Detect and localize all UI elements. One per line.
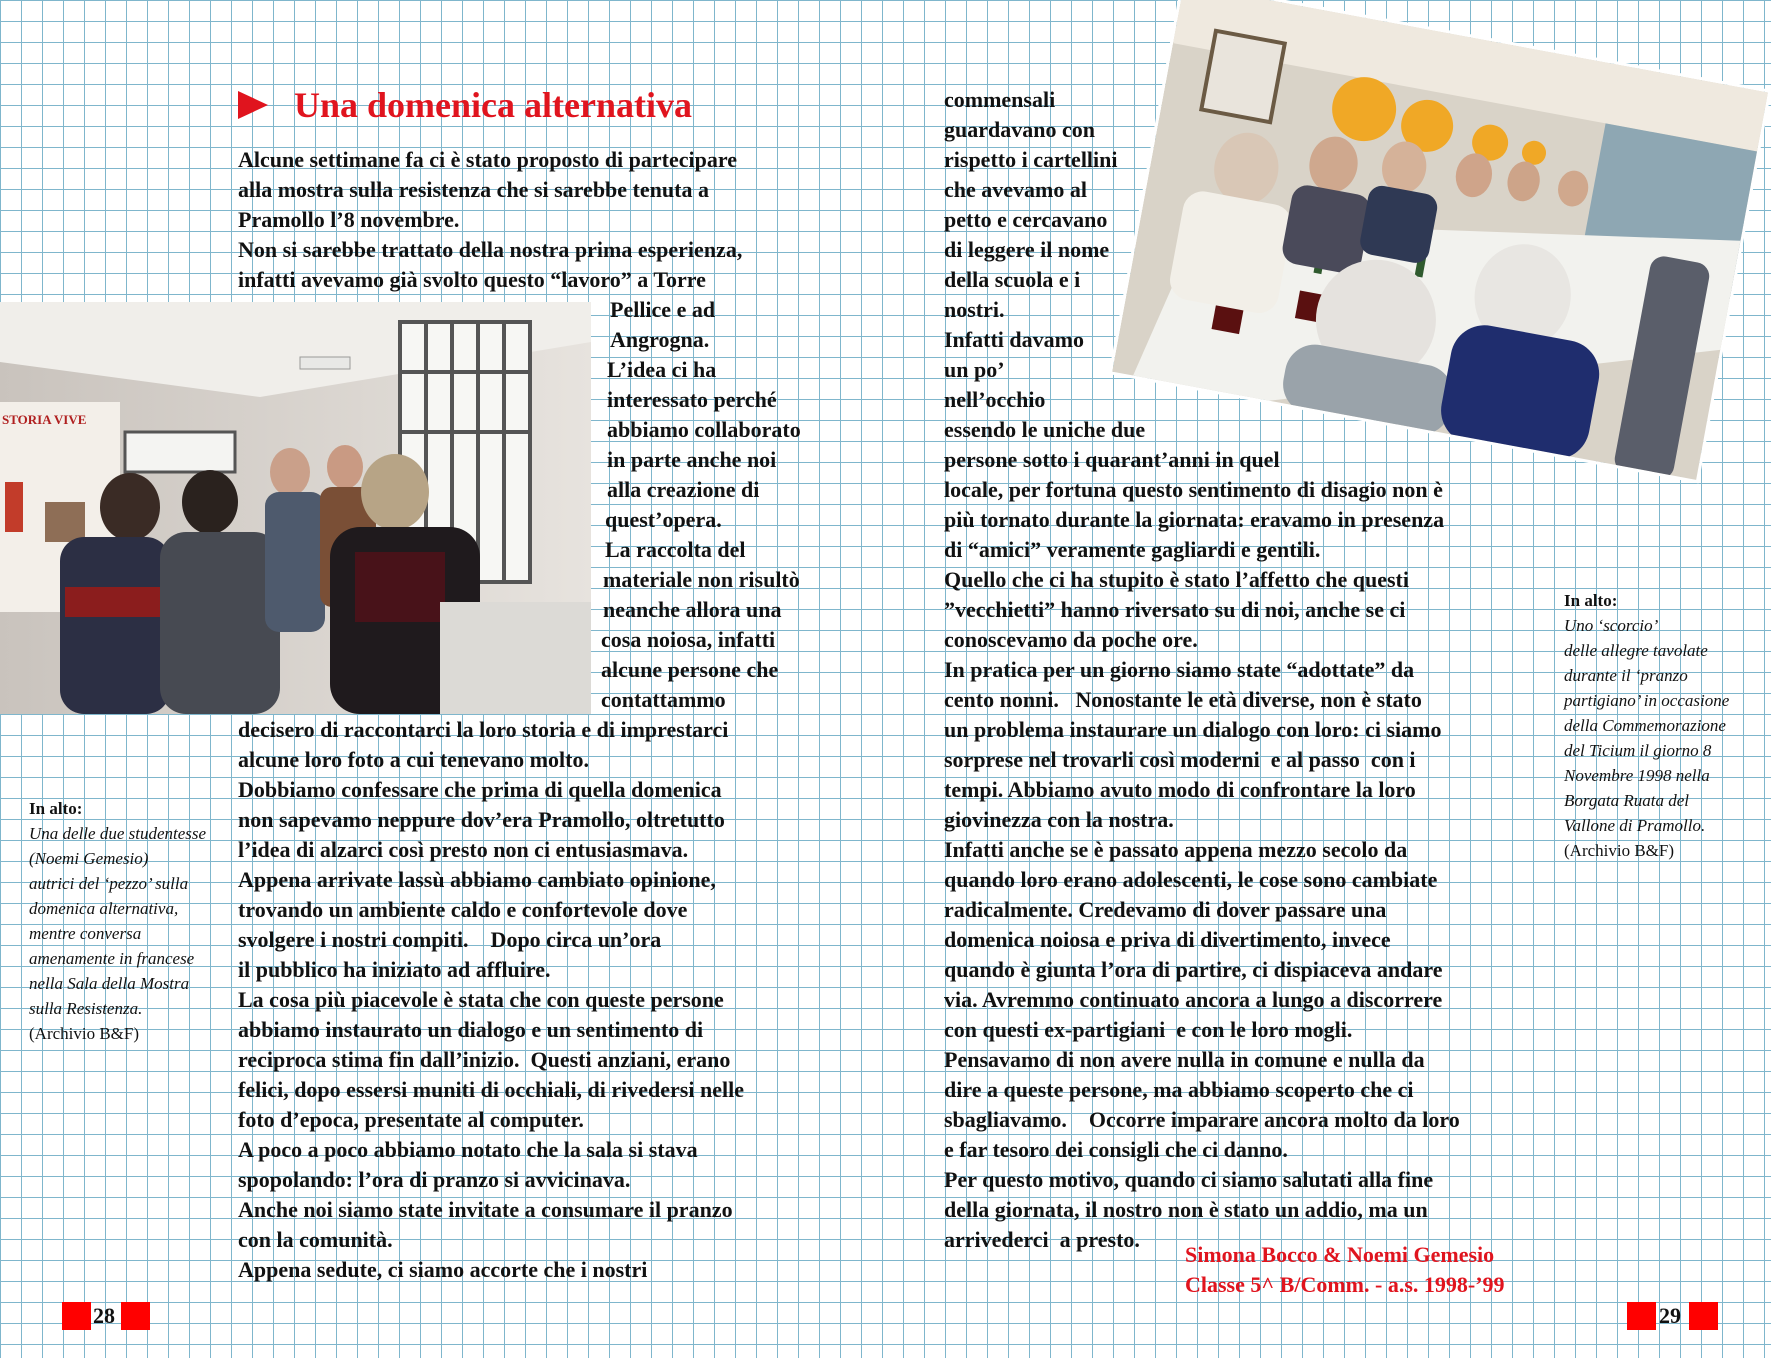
text-line: con questi ex-partigiani e con le loro mogli.: [944, 1017, 1353, 1042]
text-line: radicalmente. Credevamo di dover passare una: [944, 897, 1387, 922]
text-line: essendo le uniche due: [944, 417, 1146, 442]
text-line: un problema instaurare un dialogo con loro: ci siamo: [944, 717, 1442, 742]
text-line: L’idea ci ha: [607, 357, 717, 382]
text-line: tempi. Abbiamo avuto modo di confrontare la loro: [944, 777, 1416, 802]
text-line: non sapevamo neppure dov’era Pramollo, oltretutto: [238, 807, 725, 832]
text-line: della scuola e i: [944, 267, 1081, 292]
caption-credit: (Archivio B&F): [29, 1024, 140, 1043]
caption-line: (Noemi Gemesio): [29, 849, 149, 868]
text-line: dire a queste persone, ma abbiamo scoperto che ci: [944, 1077, 1414, 1102]
text-line: In pratica per un giorno siamo state “adottate” da: [944, 657, 1415, 682]
text-line: della giornata, il nostro non è stato un addio, ma un: [944, 1197, 1428, 1222]
text-line: Dobbiamo confessare che prima di quella domenica: [238, 777, 722, 802]
text-line: in parte anche noi: [607, 447, 777, 472]
caption-line: della Commemorazione: [1564, 716, 1726, 735]
text-line: cosa noiosa, infatti: [601, 627, 776, 652]
page-number-text: 29: [1659, 1303, 1681, 1328]
text-line: interessato perché: [607, 387, 777, 412]
photo-exhibition-room: [0, 302, 591, 714]
text-line: di leggere il nome: [944, 237, 1110, 262]
text-line: Appena sedute, ci siamo accorte che i nostri: [238, 1257, 648, 1282]
text-line: con la comunità.: [238, 1227, 393, 1252]
text-line: La cosa più piacevole è stata che con queste persone: [238, 987, 724, 1012]
text-line: sorprese nel trovarli così moderni e al passo con i: [944, 747, 1416, 772]
text-line: alcune persone che: [601, 657, 779, 682]
text-line: neanche allora una: [603, 597, 782, 622]
page-marker: [1627, 1302, 1656, 1330]
text-line: il pubblico ha iniziato ad affluire.: [238, 957, 551, 982]
caption-line: Uno ‘scorcio’: [1564, 616, 1659, 635]
text-line: nell’occhio: [944, 387, 1046, 412]
page-marker: [1689, 1302, 1718, 1330]
article-title: [238, 84, 692, 126]
text-line: Alcune settimane fa ci è stato proposto di partecipare: [238, 147, 738, 172]
caption-line: delle allegre tavolate: [1564, 641, 1708, 660]
text-line: alla mostra sulla resistenza che si sarebbe tenuta a: [238, 177, 709, 202]
arrow-icon: [238, 91, 268, 119]
caption-line: mentre conversa: [29, 924, 142, 943]
caption-left: [29, 796, 219, 1046]
text-line: Pensavamo di non avere nulla in comune e nulla da: [944, 1047, 1425, 1072]
text-line: rispetto i cartellini: [944, 147, 1118, 172]
caption-line: Borgata Ruata del: [1564, 791, 1689, 810]
caption-line: Novembre 1998 nella: [1564, 766, 1710, 785]
wall-sign-text: STORIA VIVE: [2, 412, 87, 427]
text-line: Infatti davamo: [944, 327, 1084, 352]
caption-line: Vallone di Pramollo.: [1564, 816, 1706, 835]
text-line: un po’: [944, 357, 1005, 382]
page-number-right: [1627, 1302, 1718, 1330]
text-line: Quello che ci ha stupito è stato l’affetto che questi: [944, 567, 1409, 592]
text-line: di “amici” veramente gagliardi e gentili.: [944, 537, 1321, 562]
text-line: abbiamo instaurato un dialogo e un sentimento di: [238, 1017, 704, 1042]
caption-line: durante il ‘pranzo: [1564, 666, 1688, 685]
text-line: felici, dopo essersi muniti di occhiali, di rivedersi nelle: [238, 1077, 744, 1102]
caption-line: Una delle due studentesse: [29, 824, 207, 843]
text-line: alla creazione di: [607, 477, 760, 502]
text-line: Per questo motivo, quando ci siamo salutati alla fine: [944, 1167, 1434, 1192]
caption-line: partigiano’ in occasione: [1564, 691, 1730, 710]
text-line: infatti avevamo già svolto questo “lavoro” a Torre: [238, 267, 706, 292]
text-line: e far tesoro dei consigli che ci danno.: [944, 1137, 1288, 1162]
text-line: ”vecchietti” hanno riversato su di noi, anche se ci: [944, 597, 1406, 622]
lunch-tables-illustration: [1111, 0, 1771, 483]
text-line: A poco a poco abbiamo notato che la sala si stava: [238, 1137, 698, 1162]
text-line: quando loro erano adolescenti, le cose sono cambiate: [944, 867, 1438, 892]
caption-right: [1564, 588, 1754, 863]
caption-heading: In alto:: [1564, 591, 1618, 610]
author-class: Classe 5^ B/Comm. - a.s. 1998-’99: [1185, 1272, 1505, 1297]
text-line: guardavano con: [944, 117, 1095, 142]
text-line: abbiamo collaborato: [607, 417, 801, 442]
text-line: nostri.: [944, 297, 1005, 322]
text-line: cento nonni. Nonostante le età diverse, non è stato: [944, 687, 1422, 712]
caption-heading: In alto:: [29, 799, 83, 818]
text-line: sbagliavamo. Occorre imparare ancora molto da loro: [944, 1107, 1460, 1132]
text-line: giovinezza con la nostra.: [944, 807, 1174, 832]
caption-line: nella Sala della Mostra: [29, 974, 190, 993]
text-line: svolgere i nostri compiti. Dopo circa un’ora: [238, 927, 662, 952]
text-line: petto e cercavano: [944, 207, 1108, 232]
text-line: via. Avremmo continuato ancora a lungo a discorrere: [944, 987, 1443, 1012]
text-line: persone sotto i quarant’anni in quel: [944, 447, 1280, 472]
exhibition-room-illustration: [0, 302, 591, 714]
caption-line: sulla Resistenza.: [29, 999, 143, 1018]
text-line: che avevamo al: [944, 177, 1087, 202]
text-line: La raccolta del: [605, 537, 746, 562]
caption-line: domenica alternativa,: [29, 899, 179, 918]
text-line: quest’opera.: [605, 507, 722, 532]
page-number-text: 28: [93, 1303, 115, 1328]
caption-credit: (Archivio B&F): [1564, 841, 1675, 860]
text-line: commensali: [944, 87, 1056, 112]
text-line: materiale non risultò: [603, 567, 800, 592]
text-line: l’idea di alzarci così presto non ci entusiasmava.: [238, 837, 689, 862]
text-line: locale, per fortuna questo sentimento di disagio non è: [944, 477, 1443, 502]
title-text: Una domenica alternativa: [294, 85, 692, 125]
caption-line: autrici del ‘pezzo’ sulla: [29, 874, 189, 893]
text-line: domenica noiosa e priva di divertimento, invece: [944, 927, 1391, 952]
text-line: reciproca stima fin dall’inizio. Questi anziani, erano: [238, 1047, 731, 1072]
text-line: trovando un ambiente caldo e confortevole dove: [238, 897, 688, 922]
text-line: decisero di raccontarci la loro storia e di imprestarci: [238, 717, 729, 742]
text-line: contattammo: [601, 687, 726, 712]
text-line: Appena arrivate lassù abbiamo cambiato opinione,: [238, 867, 716, 892]
text-line: Pramollo l’8 novembre.: [238, 207, 460, 232]
author-names: Simona Bocco & Noemi Gemesio: [1185, 1242, 1495, 1267]
text-line: arrivederci a presto.: [944, 1227, 1140, 1252]
photo-lunch-tables: [1109, 0, 1771, 483]
text-line: conoscevamo da poche ore.: [944, 627, 1198, 652]
caption-line: amenamente in francese: [29, 949, 195, 968]
text-line: alcune loro foto a cui tenevano molto.: [238, 747, 589, 772]
text-line: Infatti anche se è passato appena mezzo secolo da: [944, 837, 1408, 862]
text-line: Pellice e ad: [610, 297, 716, 322]
text-line: Anche noi siamo state invitate a consumare il pranzo: [238, 1197, 733, 1222]
caption-line: del Ticium il giorno 8: [1564, 741, 1712, 760]
text-line: spopolando: l’ora di pranzo si avvicinava.: [238, 1167, 631, 1192]
page-marker: [62, 1302, 91, 1330]
text-line: Angrogna.: [610, 327, 710, 352]
page-number-left: [62, 1302, 150, 1330]
text-line: Non si sarebbe trattato della nostra prima esperienza,: [238, 237, 743, 262]
text-line: foto d’epoca, presentate al computer.: [238, 1107, 584, 1132]
page-marker: [121, 1302, 150, 1330]
text-line: più tornato durante la giornata: eravamo in presenza: [944, 507, 1445, 532]
text-line: quando è giunta l’ora di partire, ci dispiaceva andare: [944, 957, 1443, 982]
